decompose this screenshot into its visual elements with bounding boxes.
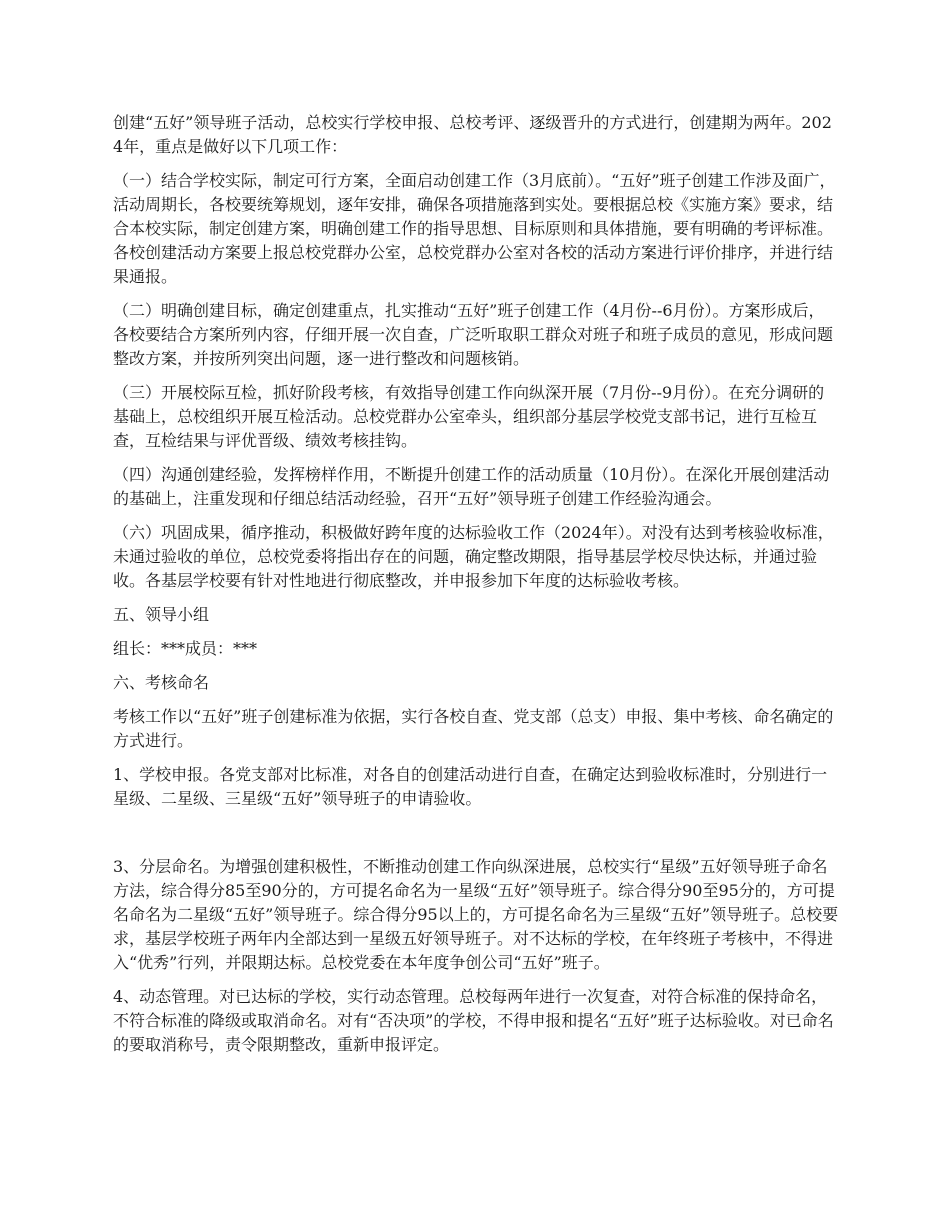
item-3-paragraph: 3、分层命名。为增强创建积极性，不断推动创建工作向纵深进展，总校实行“星级”五好领导班子命名方法，综合得分85至90分的，方可提名命名为一星级“五好”领导班子。综合得分90至95分的，方可提名命名为二星级“五好”领导班子。综合得分95以上的，方可提名命名为三星级“五好”领导班子。总校要求，基层学校班子两年内全部达到一星级五好领导班子。对不达标的学校，在年终班子考核中，不得进入“优秀”行列，并限期达标。总校党委在本年度争创公司“五好”班子。 bbox=[113, 857, 839, 972]
document-body bbox=[113, 111, 840, 1067]
assessment-intro-paragraph: 考核工作以“五好”班子创建标准为依据，实行各校自查、党支部（总支）申报、集中考核、命名确定的方式进行。 bbox=[113, 707, 834, 750]
task-1-paragraph: （一）结合学校实际，制定可行方案，全面启动创建工作（3月底前）。“五好”班子创建工作涉及面广，活动周期长，各校要统筹规划，逐年安排，确保各项措施落到实处。要根据总校《实施方案》要求，结合本校实际，制定创建方案，明确创建工作的指导思想、目标原则和具体措施，要有明确的考评标准。各校创建活动方案要上报总校党群办公室，总校党群办公室对各校的活动方案进行评价排序，并进行结果通报。 bbox=[113, 171, 836, 286]
team-members-line: 组长：***成员：*** bbox=[113, 639, 258, 658]
section-5-heading: 五、领导小组 bbox=[113, 605, 210, 624]
item-4-paragraph: 4、动态管理。对已达标的学校，实行动态管理。总校每两年进行一次复查，对符合标准的保持命名，不符合标准的降级或取消命名。对有“否决项”的学校，不得申报和提名“五好”班子达标验收。对已命名的要取消称号，责令限期整改，重新申报评定。 bbox=[113, 987, 834, 1054]
blank-gap bbox=[113, 821, 840, 855]
intro-paragraph: 创建“五好”领导班子活动，总校实行学校申报、总校考评、逐级晋升的方式进行，创建期为两年。2024年，重点是做好以下几项工作： bbox=[113, 113, 832, 156]
item-1-paragraph: 1、学校申报。各党支部对比标准，对各自的创建活动进行自查，在确定达到验收标准时，分别进行一星级、二星级、三星级“五好”领导班子的申请验收。 bbox=[113, 765, 828, 808]
task-4-paragraph: （四）沟通创建经验，发挥榜样作用，不断提升创建工作的活动质量（10月份）。在深化开展创建活动的基础上，注重发现和仔细总结活动经验，召开“五好”领导班子创建工作经验沟通会。 bbox=[113, 465, 830, 508]
task-3-paragraph: （三）开展校际互检，抓好阶段考核，有效指导创建工作向纵深开展（7月份--9月份）。在充分调研的基础上，总校组织开展互检活动。总校党群办公室牵头，组织部分基层学校党支部书记，进行互检互查，互检结果与评优晋级、绩效考核挂钩。 bbox=[113, 383, 825, 450]
section-6-heading: 六、考核命名 bbox=[113, 673, 210, 692]
task-2-paragraph: （二）明确创建目标，确定创建重点，扎实推动“五好”班子创建工作（4月份--6月份）。方案形成后，各校要结合方案所列内容，仔细开展一次自查，广泛听取职工群众对班子和班子成员的意见，形成问题整改方案，并按所列突出问题，逐一进行整改和问题核销。 bbox=[113, 301, 834, 368]
task-6-paragraph: （六）巩固成果，循序推动，积极做好跨年度的达标验收工作（2024年）。对没有达到考核验收标准，未通过验收的单位，总校党委将指出存在的问题，确定整改期限，指导基层学校尽快达标，并通过验收。各基层学校要有针对性地进行彻底整改，并申报参加下年度的达标验收考核。 bbox=[113, 523, 834, 590]
